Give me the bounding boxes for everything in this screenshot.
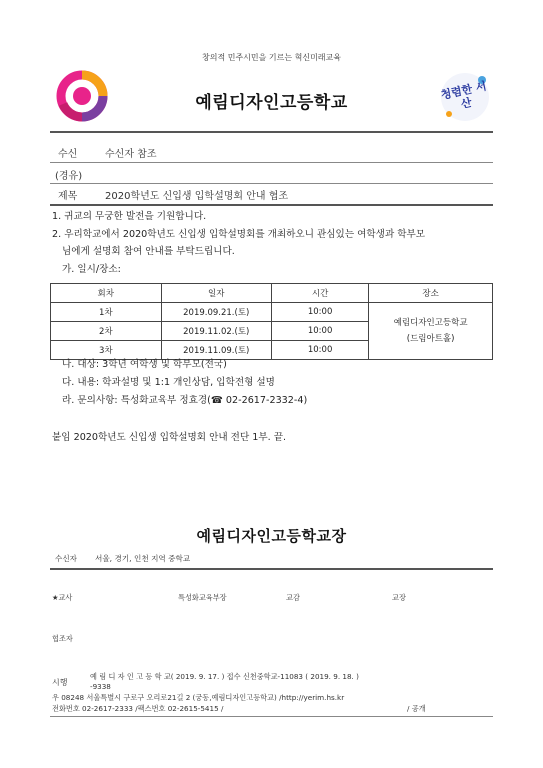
item-na: 나. 대상: 3학년 여학생 및 학부모(전국)	[62, 359, 227, 370]
table-header: 시간	[272, 284, 369, 303]
approver-teacher: ★교사	[52, 593, 73, 602]
round-cell: 3차	[51, 341, 162, 360]
item-ra: 라. 문의사항: 특성화교육부 정효경(☎ 02-2617-2332-4)	[62, 395, 308, 406]
schedule-table	[50, 283, 493, 360]
attachment-line: 붙임 2020학년도 신입생 입학설명회 안내 전단 1부. 끝.	[52, 432, 287, 443]
time-cell: 10:00	[272, 322, 369, 341]
recipients-label: 수신자	[55, 554, 78, 563]
subject-label: 제목	[58, 191, 78, 202]
via-label: (경유)	[55, 171, 83, 182]
subject-value: 2020학년도 신입생 입학설명회 안내 협조	[105, 191, 289, 202]
recipient-value: 수신자 참조	[105, 149, 157, 160]
place-line-1: 예림디자인고등학교	[393, 318, 468, 328]
body-line-2b: 님에게 설명회 참여 안내를 부탁드립니다.	[62, 246, 235, 257]
phone-line: 전화번호 02-2617-2333 /팩스번호 02-2615-5415 /	[52, 704, 224, 713]
footer-divider	[50, 716, 493, 717]
table-header: 장소	[369, 284, 493, 303]
place-line-2: (드림아트홀)	[406, 334, 455, 344]
date-cell: 2019.11.09.(토)	[161, 341, 272, 360]
slogan: 창의적 민주시민을 기르는 혁신미래교육	[201, 53, 341, 62]
signature-title: 예림디자인고등학교장	[196, 527, 347, 545]
date-cell: 2019.09.21.(토)	[161, 303, 272, 322]
item-ga: 가. 일시/장소:	[62, 264, 121, 275]
address-line: 우 08248 서울특별시 구로구 오리로21길 2 (궁동,예림디자인고등학교) /http://yerim.hs.kr	[52, 693, 345, 702]
integrity-logo-text: 청렴한 서산	[439, 79, 488, 111]
table-header: 일자	[161, 284, 272, 303]
table-header-row	[51, 284, 493, 303]
round-cell: 2차	[51, 322, 162, 341]
approver-dept-head: 특성화교육부장	[178, 593, 227, 602]
meta-divider-2	[50, 183, 493, 184]
body-line-2a: 2. 우리학교에서 2020학년도 신입생 입학설명회를 개최하오니 관심있는 여학생과 학부모	[52, 229, 426, 240]
approver-vice-principal: 교감	[286, 593, 300, 602]
recipients-value: 서울, 경기, 인천 지역 중학교	[95, 554, 191, 563]
recipient-label: 수신	[58, 149, 78, 160]
cooperator-label: 협조자	[52, 634, 73, 643]
signature-divider	[50, 568, 493, 570]
time-cell: 10:00	[272, 341, 369, 360]
exec-label: 시행	[52, 678, 68, 687]
body-line-1: 1. 귀교의 무궁한 발전을 기원합니다.	[52, 211, 207, 222]
time-cell: 10:00	[272, 303, 369, 322]
table-header: 회차	[51, 284, 162, 303]
place-cell	[369, 303, 493, 360]
exec-value: 예 림 디 자 인 고 등 학 교( 2019. 9. 17. ) 접수 신천중학교-11083 ( 2019. 9. 18. )	[90, 672, 359, 681]
school-name: 예림디자인고등학교	[195, 93, 348, 113]
date-cell: 2019.11.02.(토)	[161, 322, 272, 341]
meta-divider-1	[50, 162, 493, 163]
exec-number: -9338	[90, 682, 111, 691]
item-da: 다. 내용: 학과설명 및 1:1 개인상담, 입학전형 설명	[62, 377, 275, 388]
disclosure: / 공개	[407, 704, 426, 713]
table-row	[51, 303, 493, 322]
subject-divider	[50, 204, 493, 206]
integrity-logo	[438, 70, 492, 124]
round-cell: 1차	[51, 303, 162, 322]
header-divider	[50, 131, 493, 133]
approver-principal: 교장	[392, 593, 406, 602]
